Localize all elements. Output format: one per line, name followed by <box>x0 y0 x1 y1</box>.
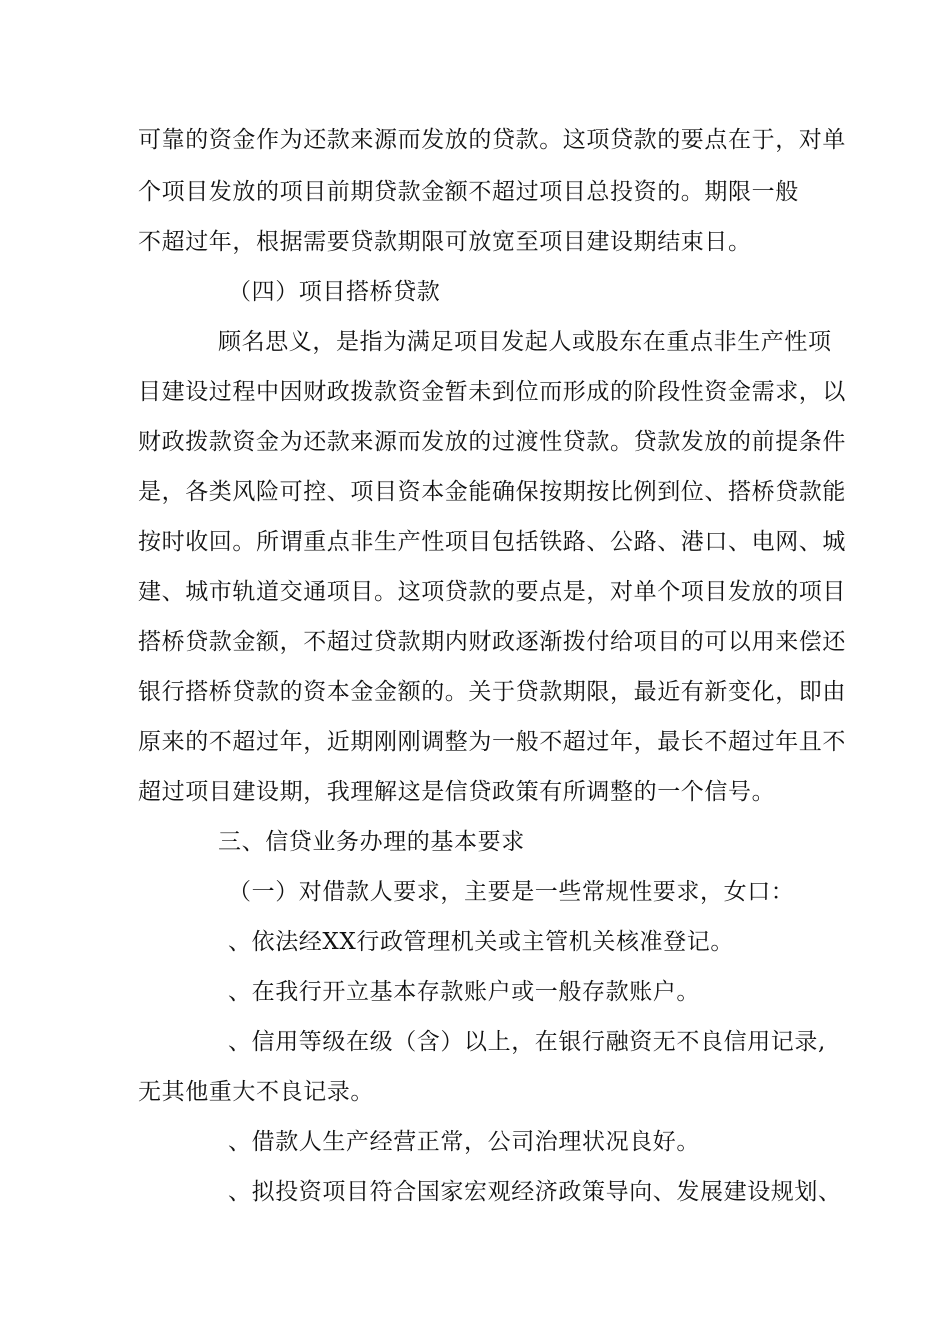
paragraph-line: 无其他重大不良记录。 <box>138 1079 374 1105</box>
paragraph-line: 原来的不超过年，近期刚刚调整为一般不超过年，最长不超过年且不 <box>138 729 846 755</box>
paragraph-line: 不超过年，根据需要贷款期限可放宽至项目建设期结束日。 <box>138 229 752 255</box>
paragraph-line: 财政拨款资金为还款来源而发放的过渡性贷款。贷款发放的前提条件 <box>138 429 846 455</box>
paragraph-line: 目建设过程中因财政拨款资金暂未到位而形成的阶段性资金需求，以 <box>138 379 846 405</box>
paragraph-line: 建、城市轨道交通项目。这项贷款的要点是，对单个项目发放的项目 <box>138 579 846 605</box>
paragraph-line: 按时收回。所谓重点非生产性项目包括铁路、公路、港口、电网、城 <box>138 529 846 555</box>
list-item: 、依法经XX行政管理机关或主管机关核准登记。 <box>228 929 734 955</box>
list-item: 、借款人生产经营正常，公司治理状况良好。 <box>228 1129 700 1155</box>
paragraph-line: 搭桥贷款金额，不超过贷款期内财政逐渐拨付给项目的可以用来偿还 <box>138 629 846 655</box>
paragraph-line: 可靠的资金作为还款来源而发放的贷款。这项贷款的要点在于，对单 <box>138 127 846 153</box>
paragraph-line: 超过项目建设期，我理解这是信贷政策有所调整的一个信号。 <box>138 779 776 805</box>
paragraph-line: 是，各类风险可控、项目资本金能确保按期按比例到位、搭桥贷款能 <box>138 479 846 505</box>
paragraph-line: 顾名思义，是指为满足项目发起人或股东在重点非生产性项 <box>218 329 832 355</box>
list-item: 、信用等级在级（含）以上，在银行融资无不良信用记录, <box>228 1029 826 1055</box>
list-item: 、拟投资项目符合国家宏观经济政策导向、发展建设规划、 <box>228 1179 842 1205</box>
list-item: 、在我行开立基本存款账户或一般存款账户。 <box>228 979 700 1005</box>
section-heading: （四）项目搭桥贷款 <box>228 279 441 305</box>
subsection-heading: （一）对借款人要求，主要是一些常规性要求，女口： <box>228 879 795 905</box>
section-heading: 三、信贷业务办理的基本要求 <box>218 829 525 855</box>
paragraph-line: 个项目发放的项目前期贷款金额不超过项目总投资的。期限一般 <box>138 179 799 205</box>
paragraph-line: 银行搭桥贷款的资本金金额的。关于贷款期限，最近有新变化，即由 <box>138 679 846 705</box>
